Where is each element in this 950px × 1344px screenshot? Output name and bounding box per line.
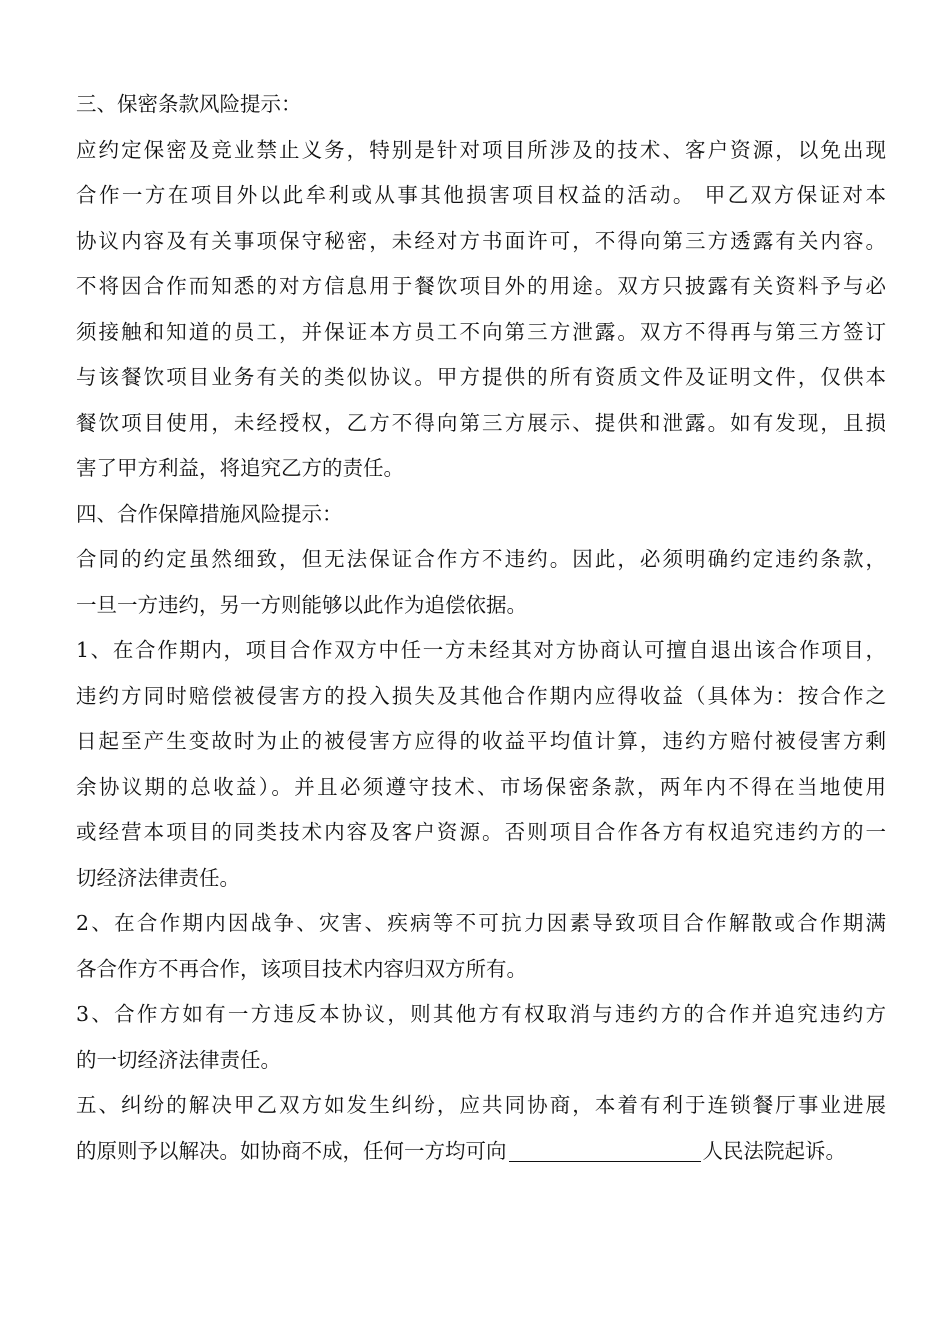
document-line: 或经营本项目的同类技术内容及客户资源。否则项目合作各方有权追究违约方的一 — [76, 820, 886, 844]
document-line: 各合作方不再合作，该项目技术内容归双方所有。 — [76, 956, 527, 981]
document-line: 3、合作方如有一方违反本协议，则其他方有权取消与违约方的合作并追究违约方 — [76, 1002, 886, 1026]
document-line: 切经济法律责任。 — [76, 865, 240, 890]
final-line-prefix: 的原则予以解决。如协商不成，任何一方均可向 — [76, 1138, 507, 1163]
document-line: 三、保密条款风险提示： — [76, 92, 302, 116]
document-line: 合同的约定虽然细致，但无法保证合作方不违约。因此，必须明确约定违约条款， — [76, 547, 886, 571]
document-line: 四、合作保障措施风险提示： — [76, 501, 343, 526]
document-page — [76, 82, 886, 1174]
document-line: 餐饮项目使用，未经授权，乙方不得向第三方展示、提供和泄露。如有发现，且损 — [76, 410, 886, 435]
document-line: 2、在合作期内因战争、灾害、疾病等不可抗力因素导致项目合作解散或合作期满 — [76, 911, 886, 935]
document-line: 1、在合作期内，项目合作双方中任一方未经其对方协商认可擅自退出该合作项目， — [76, 638, 886, 662]
document-line: 日起至产生变故时为止的被侵害方应得的收益平均值计算，违约方赔付被侵害方剩 — [76, 729, 886, 753]
document-line: 不将因合作而知悉的对方信息用于餐饮项目外的用途。双方只披露有关资料予与必 — [76, 274, 886, 298]
document-line: 须接触和知道的员工，并保证本方员工不向第三方泄露。双方不得再与第三方签订 — [76, 319, 886, 344]
document-line-final — [76, 1129, 886, 1175]
document-body — [76, 82, 886, 1129]
document-line: 协议内容及有关事项保守秘密，未经对方书面许可，不得向第三方透露有关内容。 — [76, 228, 886, 253]
document-line: 余协议期的总收益）。并且必须遵守技术、市场保密条款，两年内不得在当地使用 — [76, 774, 886, 799]
document-line: 的一切经济法律责任。 — [76, 1047, 281, 1072]
document-line: 违约方同时赔偿被侵害方的投入损失及其他合作期内应得收益（具体为：按合作之 — [76, 683, 886, 708]
court-name-blank — [509, 1141, 701, 1162]
document-line: 与该餐饮项目业务有关的类似协议。甲方提供的所有资质文件及证明文件，仅供本 — [76, 365, 886, 389]
final-line-suffix: 人民法院起诉。 — [702, 1138, 846, 1163]
document-line: 一旦一方违约，另一方则能够以此作为追偿依据。 — [76, 592, 527, 617]
document-line: 害了甲方利益，将追究乙方的责任。 — [76, 456, 404, 480]
document-line: 合作一方在项目外以此牟利或从事其他损害项目权益的活动。 甲乙双方保证对本 — [76, 183, 886, 207]
document-line: 五、纠纷的解决甲乙双方如发生纠纷，应共同协商，本着有利于连锁餐厅事业进展 — [76, 1093, 886, 1117]
document-line: 应约定保密及竞业禁止义务，特别是针对项目所涉及的技术、客户资源，以免出现 — [76, 137, 886, 162]
